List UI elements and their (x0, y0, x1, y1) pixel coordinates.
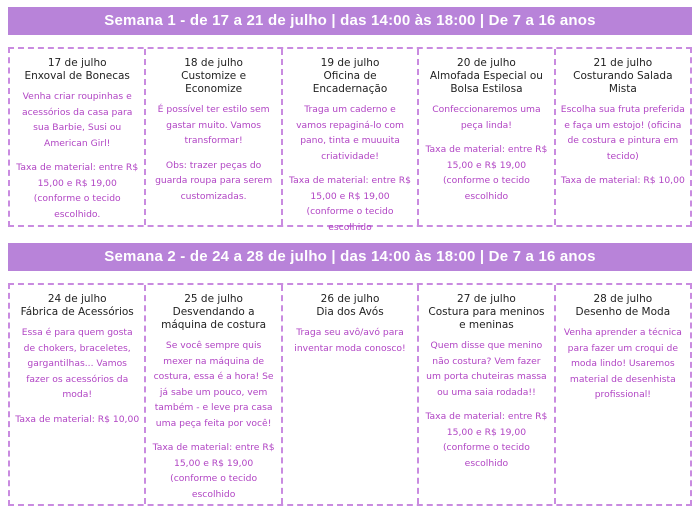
day-card-28-julho (554, 285, 690, 504)
day-card-19-julho (281, 49, 417, 233)
day-title: Desvendando a máquina de costura (161, 306, 267, 331)
day-title: Enxoval de Bonecas (24, 70, 130, 82)
day-card-21-julho (554, 49, 690, 225)
day-description: Traga seu avô/avó para inventar moda conosco! (294, 327, 406, 354)
day-card-25-julho (144, 285, 280, 504)
day-card-24-julho (10, 285, 144, 504)
day-card-18-julho (144, 49, 280, 225)
day-fee: Taxa de material: entre R$ 15,00 e R$ 19,00 (conforme o tecido escolhido. (16, 162, 139, 220)
week-1-schedule-grid (8, 47, 692, 233)
day-card-20-julho (417, 49, 553, 225)
day-title: Costura para meninos e meninas (428, 306, 545, 331)
day-title: Costurando Salada Mista (573, 70, 673, 95)
day-date: 26 de julho (320, 293, 380, 305)
day-fee: Taxa de material: entre R$ 15,00 e R$ 19,00 (conforme o tecido escolhido (289, 175, 411, 233)
day-description: Confeccionaremos uma peça linda! (432, 104, 541, 131)
day-description: Venha criar roupinhas e acessórios da casa para sua Barbie, Susi ou American Girl! (21, 91, 133, 149)
day-date: 21 de julho (593, 57, 653, 69)
day-fee: Taxa de material: entre R$ 15,00 e R$ 19,00 (conforme o tecido escolhido (425, 144, 548, 202)
day-note: Obs: trazer peças do guarda roupa para serem customizadas. (155, 159, 273, 202)
day-date: 24 de julho (47, 293, 107, 305)
day-date: 20 de julho (457, 57, 516, 69)
day-card-17-julho (10, 49, 144, 225)
week-2-banner: Semana 2 - de 24 a 28 de julho | das 14:00 às 18:00 | De 7 a 16 anos (8, 243, 692, 271)
day-date: 27 de julho (457, 293, 516, 305)
week-2-section (8, 243, 692, 506)
day-description: Venha aprender a técnica para fazer um croqui de moda lindo! Usaremos material de desenhista profissional! (563, 327, 682, 400)
day-fee: Taxa de material: R$ 10,00 (15, 413, 140, 425)
day-description: Essa é para quem gosta de chokers, braceletes, gargantilhas... Vamos fazer os acessórios da moda! (21, 327, 133, 400)
day-date: 19 de julho (320, 57, 380, 69)
day-description: É possível ter estilo sem gastar muito. Vamos transformar! (157, 104, 270, 146)
week-1-banner: Semana 1 - de 17 a 21 de julho | das 14:00 às 18:00 | De 7 a 16 anos (8, 7, 692, 35)
day-card-26-julho (281, 285, 417, 504)
day-title: Fábrica de Acessórios (20, 306, 134, 318)
day-date: 17 de julho (47, 57, 107, 69)
day-title: Almofada Especial ou Bolsa Estilosa (429, 70, 543, 95)
day-card-27-julho (417, 285, 553, 504)
week-1-section (8, 7, 692, 233)
day-description: Quem disse que menino não costura? Vem fazer um porta chuteiras massa ou uma saia rodada!! (426, 340, 547, 398)
day-title: Dia dos Avós (316, 306, 384, 318)
day-description: Traga um caderno e vamos repaginá-lo com pano, tinta e muuuita criatividade! (296, 104, 404, 162)
day-date: 25 de julho (184, 293, 243, 305)
day-date: 28 de julho (593, 293, 653, 305)
day-title: Desenho de Moda (575, 306, 671, 318)
day-fee: Taxa de material: entre R$ 15,00 e R$ 19,00 (conforme o tecido escolhido (425, 411, 548, 469)
day-description: Escolha sua fruta preferida e faça um estojo! (oficina de costura e pintura em tecido) (560, 104, 685, 162)
day-description: Se você sempre quis mexer na máquina de costura, essa é a hora! Se já sabe um pouco, vem também - e leve pra casa uma peça feita por você! (153, 340, 274, 429)
day-title: Customize e Economize (181, 70, 247, 95)
week-2-schedule-grid (8, 283, 692, 506)
day-fee: Taxa de material: R$ 10,00 (560, 175, 685, 186)
day-title: Oficina de Encadernação (312, 70, 388, 95)
day-fee: Taxa de material: entre R$ 15,00 e R$ 19,00 (conforme o tecido escolhido (152, 442, 275, 500)
day-date: 18 de julho (184, 57, 243, 69)
